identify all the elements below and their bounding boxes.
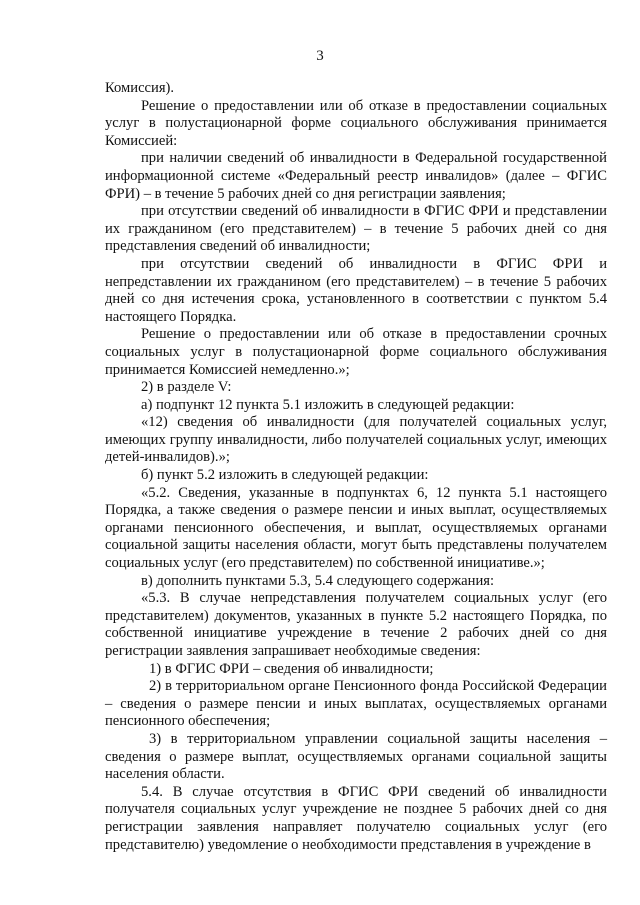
paragraph: Решение о предоставлении или об отказе в предоставлении срочных социальных услуг в полустационарной форме социального обслуживания принимается Комиссией немедленно.»; (105, 326, 607, 378)
paragraph: 3) в территориальном управлении социальной защиты населения – сведения о размере выплат, осуществляемых органами социальной защиты населения области. (105, 730, 607, 783)
paragraph: в) дополнить пунктами 5.3, 5.4 следующего содержания: (141, 572, 495, 589)
paragraph: Комиссия). (105, 80, 175, 96)
paragraph: б) пункт 5.2 изложить в следующей редакции: (141, 467, 429, 484)
paragraph: при отсутствии сведений об инвалидности в ФГИС ФРИ и представлении их гражданином (его представителем) – в течение 5 рабочих дней со дня представления сведений об инвалидности; (105, 203, 607, 255)
paragraph: 2) в разделе V: (141, 379, 232, 396)
paragraph: при наличии сведений об инвалидности в Федеральной государственной информационной системе «Федеральный реестр инвалидов» (далее – ФГИС ФРИ) – в течение 5 рабочих дней со дня регистрации заявления; (105, 150, 607, 202)
document-body (105, 80, 607, 854)
paragraph: 5.4. В случае отсутствия в ФГИС ФРИ сведений об инвалидности получателя социальных услуг учреждение не позднее 5 рабочих дней со дня регистрации заявления направляет получателю социальных услуг (его представителю) уведомление о необходимости представления в учреждение в (105, 783, 607, 853)
paragraph: а) подпункт 12 пункта 5.1 изложить в следующей редакции: (141, 396, 515, 413)
paragraph: 2) в территориальном органе Пенсионного фонда Российской Федерации – сведения о размере пенсии и иных выплатах, осуществляемых органами пенсионного обеспечения; (105, 678, 607, 730)
paragraph: «5.2. Сведения, указанные в подпунктах 6, 12 пункта 5.1 настоящего Порядка, а также сведения о размере пенсии и иных выплат, осуществляемых органами пенсионного обеспечения, и выплат, осуществляемых органами социальной защиты населения области, могут быть представлены получателем социальных услуг (его представителем) по собственной инициативе.»; (105, 484, 607, 572)
page-number: 3 (316, 48, 324, 64)
paragraph: «12) сведения об инвалидности (для получателей социальных услуг, имеющих группу инвалидности, либо получателей социальных услуг, имеющих детей-инвалидов).»; (105, 414, 607, 466)
paragraph: 1) в ФГИС ФРИ – сведения об инвалидности; (149, 660, 434, 677)
paragraph: Решение о предоставлении или об отказе в предоставлении социальных услуг в полустационарной форме социального обслуживания принимается Комиссией: (105, 97, 607, 149)
paragraph: «5.3. В случае непредставления получателем социальных услуг (его представителем) документов, указанных в пункте 5.2 настоящего Порядка, по собственной инициативе учреждение в течение 2 рабочих дней со дня регистрации заявления запрашивает необходимые сведения: (105, 590, 607, 659)
paragraph: при отсутствии сведений об инвалидности в ФГИС ФРИ и непредставлении их гражданином (его представителем) – в течение 5 рабочих дней со дня истечения срока, установленного в соответствии с пунктом 5.4 настоящего Порядка. (105, 255, 607, 325)
